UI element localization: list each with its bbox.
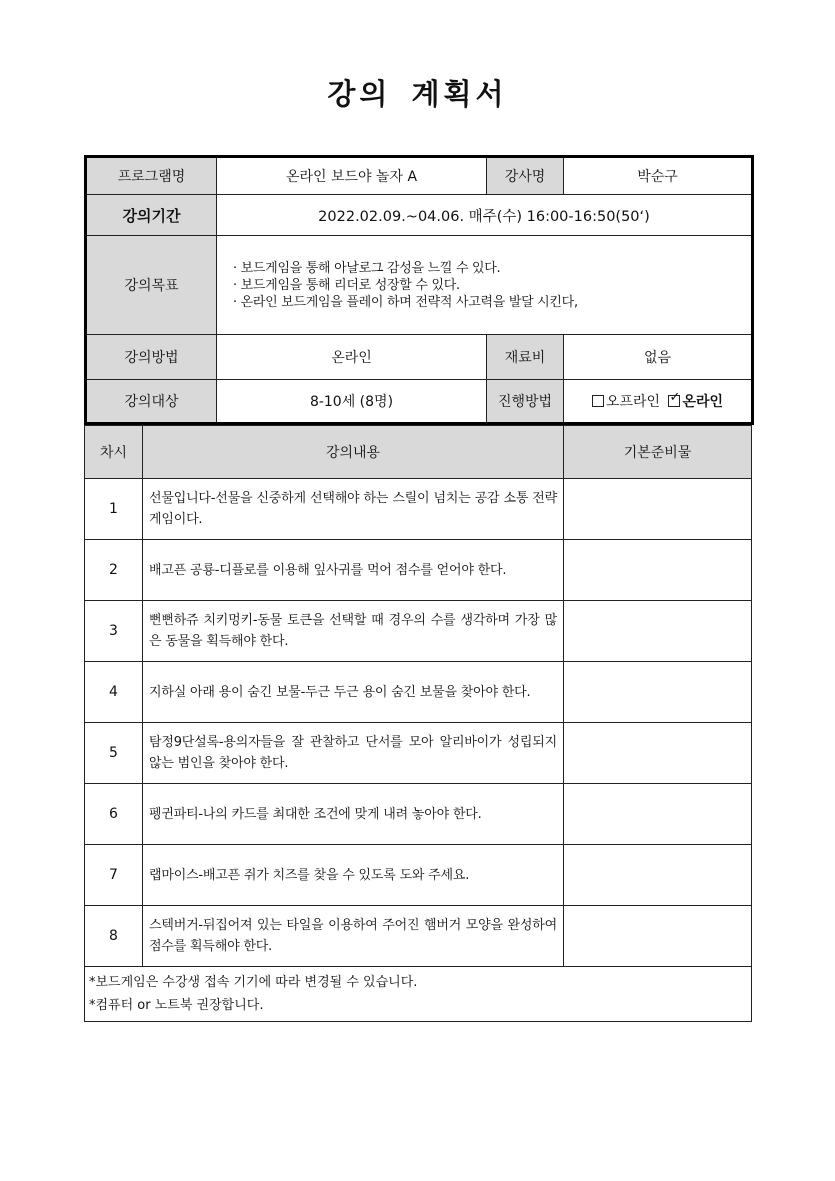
session-content: 뻔뻔하쥬 치키멍키-동물 토큰을 선택할 때 경우의 수를 생각하며 가장 많은 동물을 획득해야 한다. (143, 601, 564, 662)
note-item: *컴퓨터 or 노트북 권장합니다. (89, 998, 264, 1013)
table-row (85, 845, 752, 906)
table-row (85, 540, 752, 601)
mode-options (564, 380, 753, 424)
material-value: 없음 (564, 335, 753, 380)
session-supplies (564, 723, 752, 784)
instructor-value: 박순구 (564, 157, 753, 195)
notes (85, 967, 752, 1022)
session-content: 탐정9단설록-용의자들을 잘 관찰하고 단서를 모아 알리바이가 성립되지 않는 범인을 찾아야 한다. (143, 723, 564, 784)
course-info-table (84, 155, 754, 425)
online-option-label: 온라인 (682, 394, 724, 410)
goal-item: · 온라인 보드게임을 플레이 하며 전략적 사고력을 발달 시킨다, (233, 294, 578, 310)
notes-row (85, 967, 752, 1022)
program-label: 프로그램명 (86, 157, 217, 195)
session-number: 8 (85, 906, 143, 967)
session-supplies (564, 540, 752, 601)
session-number: 6 (85, 784, 143, 845)
program-value: 온라인 보드야 놀자 A (217, 157, 487, 195)
session-supplies (564, 601, 752, 662)
schedule-header-row (85, 426, 752, 479)
session-header: 차시 (85, 426, 143, 479)
period-label: 강의기간 (86, 195, 217, 236)
session-supplies (564, 662, 752, 723)
target-label: 강의대상 (86, 380, 217, 424)
table-row (85, 723, 752, 784)
session-content: 랩마이스-배고픈 쥐가 치즈를 찾을 수 있도록 도와 주세요. (143, 845, 564, 906)
offline-checkbox[interactable] (592, 395, 604, 407)
session-supplies (564, 479, 752, 540)
session-content: 배고픈 공룡-디플로를 이용해 잎사귀를 먹어 점수를 얻어야 한다. (143, 540, 564, 601)
session-content: 지하실 아래 용이 숨긴 보물-두근 두근 용이 숨긴 보물을 찾아야 한다. (143, 662, 564, 723)
session-number: 3 (85, 601, 143, 662)
material-label: 재료비 (487, 335, 564, 380)
goal-label: 강의목표 (86, 236, 217, 335)
goal-item: · 보드게임을 통해 리더로 성장할 수 있다. (233, 277, 460, 293)
mode-label: 진행방법 (487, 380, 564, 424)
supplies-header: 기본준비물 (564, 426, 752, 479)
schedule-table (84, 425, 752, 1022)
session-supplies (564, 784, 752, 845)
session-supplies (564, 906, 752, 967)
period-value: 2022.02.09.~04.06. 매주(수) 16:00-16:50(50‘) (217, 195, 753, 236)
session-content: 펭귄파티-나의 카드를 최대한 조건에 맞게 내려 놓아야 한다. (143, 784, 564, 845)
table-row (85, 784, 752, 845)
target-row (86, 380, 753, 424)
content-header: 강의내용 (143, 426, 564, 479)
table-row (85, 906, 752, 967)
session-number: 7 (85, 845, 143, 906)
session-number: 4 (85, 662, 143, 723)
session-number: 2 (85, 540, 143, 601)
method-value: 온라인 (217, 335, 487, 380)
offline-option-label: 오프라인 (605, 394, 661, 410)
session-number: 1 (85, 479, 143, 540)
target-value: 8-10세 (8명) (217, 380, 487, 424)
goal-item: · 보드게임을 통해 아날로그 감성을 느낄 수 있다. (233, 260, 501, 276)
method-row (86, 335, 753, 380)
goals-row (86, 236, 753, 335)
note-item: *보드게임은 수강생 접속 기기에 따라 변경될 수 있습니다. (89, 975, 418, 990)
session-supplies (564, 845, 752, 906)
session-content: 스텍버거-뒤집어져 있는 타일을 이용하여 주어진 햄버거 모양을 완성하여 점수를 획득해야 한다. (143, 906, 564, 967)
table-row (85, 601, 752, 662)
session-content: 선물입니다-선물을 신중하게 선택해야 하는 스릴이 넘치는 공감 소통 전략 게임이다. (143, 479, 564, 540)
period-row (86, 195, 753, 236)
program-row (86, 157, 753, 195)
goals-list (217, 236, 753, 335)
instructor-label: 강사명 (487, 157, 564, 195)
page-title: 강의 계획서 (327, 77, 508, 111)
online-checkbox[interactable] (668, 395, 680, 407)
session-number: 5 (85, 723, 143, 784)
table-row (85, 479, 752, 540)
method-label: 강의방법 (86, 335, 217, 380)
table-row (85, 662, 752, 723)
